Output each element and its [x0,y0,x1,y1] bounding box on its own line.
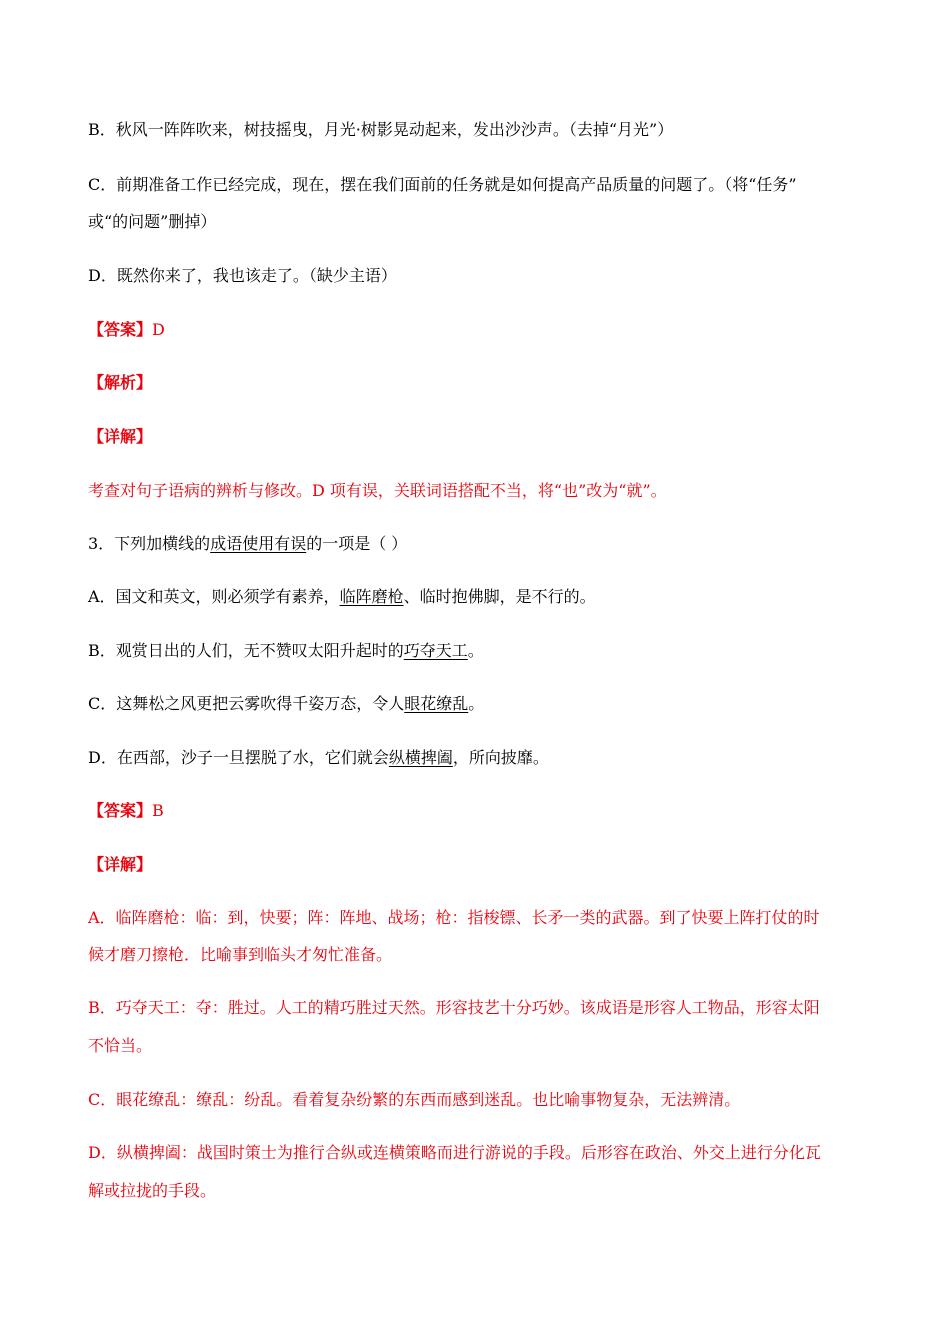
q3-option-a [88,587,863,607]
idiom-underlined: 眼花缭乱 [404,694,469,713]
option-text: 。 [467,641,484,660]
q3-explanation-b-line2: 不恰当。 [88,1036,153,1055]
q3-explanation-d-line2: 解或拉拢的手段。 [88,1181,217,1200]
q3-explanation-a-line2: 候才磨刀擦枪．比喻事到临头才匆忙准备。 [88,945,393,964]
q2-detail-label: 【详解】 [88,427,153,446]
q2-option-b: B．秋风一阵阵吹来，树技摇曳，月光·树影晃动起来，发出沙沙声。（去掉“月光”） [88,120,674,139]
answer-value: D [152,320,165,339]
idiom-underlined: 临阵磨枪 [339,587,404,606]
q3-option-d [88,748,863,768]
q3-stem-post: 的一项是（ ） [306,534,408,553]
q2-analysis-label: 【解析】 [88,373,153,392]
option-text: B．观赏日出的人们，无不赞叹太阳升起时的 [88,641,404,660]
idiom-underlined: 巧夺天工 [403,641,468,660]
answer-label: 【答案】 [88,801,153,820]
q3-stem-pre: 3．下列加横线的 [88,534,211,553]
option-text: C．这舞松之风更把云雾吹得千姿万态，令人 [88,694,405,713]
option-text: ，所向披靡。 [452,748,549,767]
q2-option-c-line2: 或“的问题”删掉） [88,212,217,231]
answer-label: 【答案】 [88,320,153,339]
q3-stem-underlined: 成语使用有误 [210,534,307,553]
q3-option-c [88,694,863,714]
q2-answer [88,320,863,340]
option-text: 。 [468,694,485,713]
q3-option-b [88,641,863,661]
answer-value: B [152,801,164,820]
q3-explanation-d-line1: D．纵横捭阖：战国时策士为推行合纵或连横策略而进行游说的手段。后形容在政治、外交上进行分化瓦 [88,1143,821,1162]
q3-answer [88,801,863,821]
option-text: D．在西部，沙子一旦摆脱了水，它们就会 [88,748,389,767]
idiom-underlined: 纵横捭阖 [388,748,453,767]
q2-detail-text: 考查对句子语病的辨析与修改。D 项有误，关联词语搭配不当，将“也”改为“就”。 [88,481,667,500]
q3-explanation-c-line1: C．眼花缭乱：缭乱：纷乱。看着复杂纷繁的东西而感到迷乱。也比喻事物复杂，无法辨清。 [88,1090,741,1109]
q2-option-c-line1: C．前期准备工作已经完成，现在，摆在我们面前的任务就是如何提高产品质量的问题了。（将“任务” [88,175,797,194]
q2-option-d: D．既然你来了，我也该走了。（缺少主语） [88,266,397,285]
q3-explanation-b-line1: B．巧夺天工：夺：胜过。人工的精巧胜过天然。形容技艺十分巧妙。该成语是形容人工物品，形容太阳 [88,998,820,1017]
option-text: A．国文和英文，则必须学有素养， [88,587,340,606]
q3-detail-label: 【详解】 [88,855,153,874]
q3-stem [88,534,863,554]
option-text: 、临时抱佛脚，是不行的。 [403,587,596,606]
q3-explanation-a-line1: A．临阵磨枪：临：到，快要；阵：阵地、战场；枪：指梭镖、长矛一类的武器。到了快要上阵打仗的时 [88,908,820,927]
